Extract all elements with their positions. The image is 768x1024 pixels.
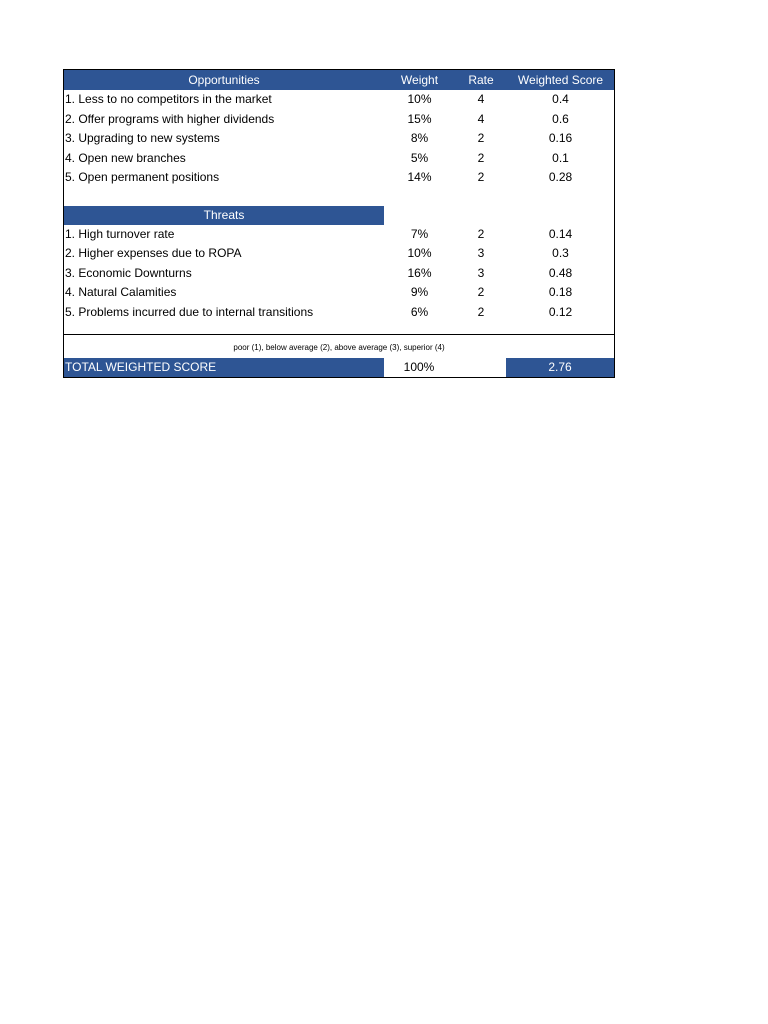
table-row xyxy=(64,283,614,303)
factor-rate: 2 xyxy=(477,226,485,241)
factor-score: 0.16 xyxy=(548,131,573,146)
factor-score: 0.3 xyxy=(552,246,569,261)
table-row xyxy=(64,149,614,169)
factor-name: 1. Less to no competitors in the market xyxy=(65,92,272,107)
factor-score: 0.28 xyxy=(548,170,573,185)
section-spacer xyxy=(64,188,614,206)
threats-header-row xyxy=(64,206,614,225)
factor-name: 4. Open new branches xyxy=(65,150,186,165)
table-row xyxy=(64,244,614,264)
factor-name: 5. Open permanent positions xyxy=(65,170,220,185)
factor-rate: 2 xyxy=(477,150,485,165)
factor-score: 0.14 xyxy=(548,226,573,241)
factor-score: 0.48 xyxy=(548,265,573,280)
table-row xyxy=(64,90,614,110)
factor-weight: 8% xyxy=(410,131,429,146)
factor-name: 3. Economic Downturns xyxy=(65,265,192,280)
total-row xyxy=(64,358,614,377)
factor-weight: 6% xyxy=(410,304,429,319)
factor-weight: 16% xyxy=(407,265,432,280)
section-spacer xyxy=(64,322,614,334)
total-label: TOTAL WEIGHTED SCORE xyxy=(64,358,384,377)
factor-score: 0.4 xyxy=(552,92,569,107)
table-row xyxy=(64,129,614,149)
opportunities-header-row xyxy=(64,70,614,90)
factor-name: 2. Offer programs with higher dividends xyxy=(65,111,275,126)
factor-score: 0.1 xyxy=(552,150,569,165)
factor-name: 2. Higher expenses due to ROPA xyxy=(65,246,242,261)
total-weight: 100% xyxy=(384,358,506,377)
table-row xyxy=(64,264,614,284)
factor-weight: 14% xyxy=(407,170,432,185)
factor-weight: 10% xyxy=(407,92,432,107)
factor-weight: 15% xyxy=(407,111,432,126)
factor-weight: 9% xyxy=(410,285,429,300)
efe-matrix-table xyxy=(63,69,615,378)
factor-rate: 2 xyxy=(477,285,485,300)
factor-name: 5. Problems incurred due to internal transitions xyxy=(65,304,314,319)
factor-rate: 3 xyxy=(477,246,485,261)
factor-rate: 4 xyxy=(477,92,485,107)
factor-name: 4. Natural Calamities xyxy=(65,285,177,300)
rating-legend: poor (1), below average (2), above average (3), superior (4) xyxy=(64,334,614,358)
table-row xyxy=(64,110,614,130)
total-score: 2.76 xyxy=(506,358,614,377)
table-row xyxy=(64,303,614,323)
factor-rate: 3 xyxy=(477,265,485,280)
factor-rate: 2 xyxy=(477,304,485,319)
factor-weight: 10% xyxy=(407,246,432,261)
factor-name: 3. Upgrading to new systems xyxy=(65,131,220,146)
factor-rate: 2 xyxy=(477,131,485,146)
weighted-score-header: Weighted Score xyxy=(517,72,604,87)
factor-score: 0.12 xyxy=(548,304,573,319)
factor-rate: 4 xyxy=(477,111,485,126)
factor-name: 1. High turnover rate xyxy=(65,226,175,241)
factor-score: 0.6 xyxy=(552,111,569,126)
factor-weight: 7% xyxy=(410,226,429,241)
factor-score: 0.18 xyxy=(548,285,573,300)
table-row xyxy=(64,168,614,188)
factor-rate: 2 xyxy=(477,170,485,185)
threats-header: Threats xyxy=(64,206,384,225)
weight-header: Weight xyxy=(400,72,439,87)
rate-header: Rate xyxy=(468,72,494,87)
opportunities-header: Opportunities xyxy=(188,72,260,87)
table-row xyxy=(64,225,614,245)
factor-weight: 5% xyxy=(410,150,429,165)
